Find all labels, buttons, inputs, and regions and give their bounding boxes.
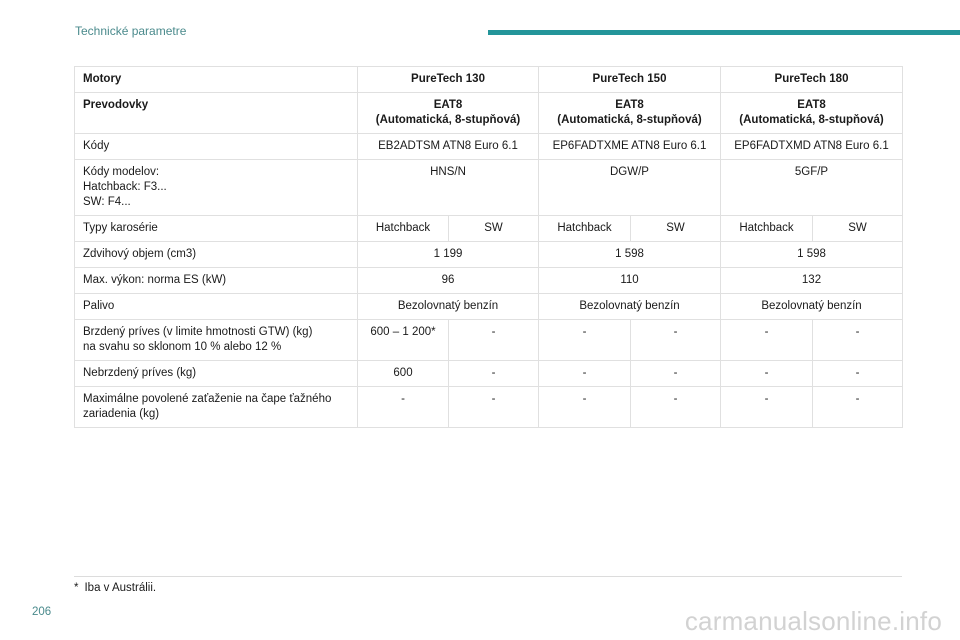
body-type-cell: Hatchback: [539, 216, 631, 242]
engine-header: PureTech 150: [539, 67, 721, 93]
displacement-cell: 1 598: [721, 242, 903, 268]
code-cell: EP6FADTXME ATN8 Euro 6.1: [539, 134, 721, 160]
braked-cell: -: [449, 320, 539, 361]
fuel-cell: Bezolovnatý benzín: [539, 294, 721, 320]
model-codes-label-line: Hatchback: F3...: [83, 181, 167, 193]
engine-header: PureTech 130: [358, 67, 539, 93]
table-row-power: [75, 268, 903, 294]
body-type-cell: SW: [813, 216, 903, 242]
gearbox-desc: (Automatická, 8-stupňová): [557, 114, 702, 126]
footnote-divider: [74, 576, 902, 577]
body-type-cell: Hatchback: [358, 216, 449, 242]
row-label-towbar-load: [75, 387, 358, 428]
row-label-braked-trailer: [75, 320, 358, 361]
unbraked-cell: -: [631, 361, 721, 387]
table-row-codes: [75, 134, 903, 160]
page-number: 206: [32, 606, 52, 618]
braked-cell: -: [813, 320, 903, 361]
table-row-displacement: [75, 242, 903, 268]
watermark: carmanualsonline.info: [684, 606, 942, 636]
power-cell: 110: [539, 268, 721, 294]
row-label-unbraked-trailer: Nebrzdený príves (kg): [75, 361, 358, 387]
gearbox-cell: [539, 93, 721, 134]
gearbox-name: EAT8: [797, 99, 826, 111]
table-row-engines: [75, 67, 903, 93]
power-cell: 132: [721, 268, 903, 294]
braked-label-line: Brzdený príves (v limite hmotnosti GTW) (kg): [83, 326, 313, 338]
engine-header: PureTech 180: [721, 67, 903, 93]
gearbox-cell: [721, 93, 903, 134]
braked-cell: -: [631, 320, 721, 361]
unbraked-cell: -: [813, 361, 903, 387]
displacement-cell: 1 598: [539, 242, 721, 268]
table-row-braked-trailer: [75, 320, 903, 361]
gearbox-name: EAT8: [615, 99, 644, 111]
row-label-displacement: Zdvihový objem (cm3): [75, 242, 358, 268]
row-label-power: Max. výkon: norma ES (kW): [75, 268, 358, 294]
model-code-cell: 5GF/P: [721, 160, 903, 216]
unbraked-cell: 600: [358, 361, 449, 387]
gearbox-name: EAT8: [433, 99, 463, 111]
table-row-unbraked-trailer: [75, 361, 903, 387]
towbar-cell: -: [539, 387, 631, 428]
footnote-marker: *: [74, 582, 79, 594]
code-cell: EB2ADTSM ATN8 Euro 6.1: [358, 134, 539, 160]
footnote: [74, 582, 156, 594]
braked-cell: -: [721, 320, 813, 361]
fuel-cell: Bezolovnatý benzín: [721, 294, 903, 320]
fuel-cell: Bezolovnatý benzín: [358, 294, 539, 320]
code-cell: EP6FADTXMD ATN8 Euro 6.1: [721, 134, 903, 160]
row-label-gearbox: Prevodovky: [75, 93, 358, 134]
power-cell: 96: [358, 268, 539, 294]
braked-label-line: na svahu so sklonom 10 % alebo 12 %: [83, 341, 282, 353]
gearbox-desc: (Automatická, 8-stupňová): [375, 114, 521, 126]
towbar-cell: -: [358, 387, 449, 428]
model-code-cell: DGW/P: [539, 160, 721, 216]
table-row-model-codes: [75, 160, 903, 216]
row-label-fuel: Palivo: [75, 294, 358, 320]
gearbox-cell: [358, 93, 539, 134]
towbar-cell: -: [813, 387, 903, 428]
footnote-text: Iba v Austrálii.: [84, 582, 157, 594]
towbar-label-line: zariadenia (kg): [83, 408, 160, 420]
body-type-cell: SW: [631, 216, 721, 242]
towbar-cell: -: [721, 387, 813, 428]
row-label-body-types: Typy karosérie: [75, 216, 358, 242]
row-label-model-codes: [75, 160, 358, 216]
model-code-cell: HNS/N: [358, 160, 539, 216]
towbar-label-line: Maximálne povolené zaťaženie na čape ťažného: [83, 393, 332, 405]
displacement-cell: 1 199: [358, 242, 539, 268]
braked-cell: -: [539, 320, 631, 361]
section-title: Technické parametre: [75, 24, 187, 38]
model-codes-label-line: Kódy modelov:: [83, 166, 160, 178]
row-label-codes: Kódy: [75, 134, 358, 160]
body-type-cell: SW: [449, 216, 539, 242]
braked-cell: 600 – 1 200*: [358, 320, 449, 361]
table-row-towbar-load: [75, 387, 903, 428]
unbraked-cell: -: [449, 361, 539, 387]
table-row-body-types: [75, 216, 903, 242]
row-label-engines: Motory: [75, 67, 358, 93]
header-accent-bar: [488, 30, 960, 35]
unbraked-cell: -: [539, 361, 631, 387]
body-type-cell: Hatchback: [721, 216, 813, 242]
gearbox-desc: (Automatická, 8-stupňová): [739, 114, 884, 126]
towbar-cell: -: [631, 387, 721, 428]
table-row-gearbox: [75, 93, 903, 134]
model-codes-label-line: SW: F4...: [83, 196, 131, 208]
unbraked-cell: -: [721, 361, 813, 387]
table-row-fuel: [75, 294, 903, 320]
towbar-cell: -: [449, 387, 539, 428]
technical-parameters-table: [74, 66, 903, 428]
